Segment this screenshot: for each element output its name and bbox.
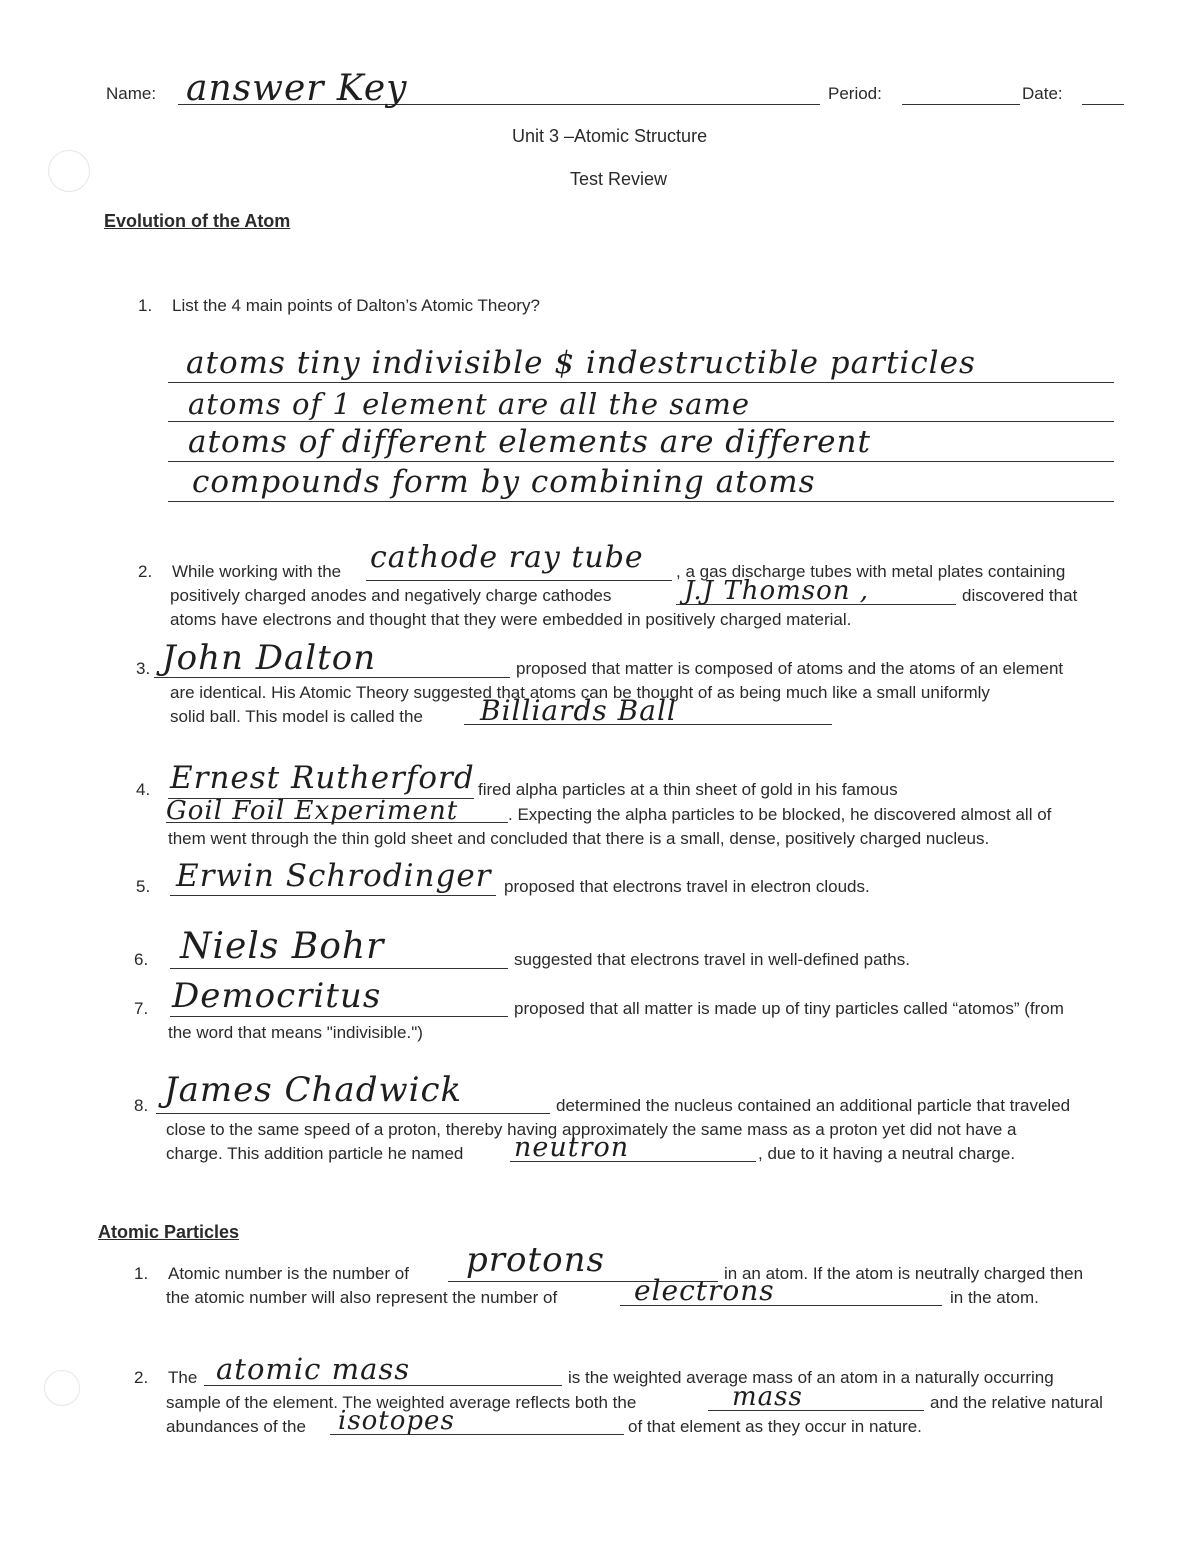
question-number: 8. — [134, 1096, 149, 1115]
question-number: 2. — [138, 562, 153, 581]
answer-handwritten: atomic mass — [216, 1352, 411, 1386]
answer-handwritten: atoms of 1 element are all the same — [188, 387, 751, 421]
question-number: 5. — [136, 877, 151, 896]
date-label: Date: — [1022, 84, 1063, 103]
question-text: The — [168, 1368, 198, 1387]
answer-handwritten: Ernest Rutherford — [170, 760, 475, 796]
question-text: List the 4 main points of Dalton’s Atomic Theory? — [172, 296, 540, 315]
question-text: positively charged anodes and negatively charge cathodes — [170, 586, 612, 605]
answer-handwritten: neutron — [514, 1132, 630, 1163]
question-number: 6. — [134, 950, 149, 969]
question-text: close to the same speed of a proton, thereby having approximately the same mass as a proton yet did not have a — [166, 1120, 1017, 1139]
question-text: sample of the element. The weighted average reflects both the — [166, 1393, 637, 1412]
answer-handwritten: mass — [732, 1382, 803, 1412]
answer-handwritten: Niels Bohr — [180, 926, 385, 967]
answer-handwritten: protons — [466, 1240, 605, 1280]
answer-handwritten: Democritus — [172, 976, 382, 1016]
question-text: . Expecting the alpha particles to be blocked, he discovered almost all of — [508, 805, 1052, 824]
question-text: are identical. His Atomic Theory suggested that atoms can be thought of as being much like a small uniformly — [170, 683, 990, 702]
question-text: in an atom. If the atom is neutrally charged then — [724, 1264, 1084, 1283]
question-text: charge. This addition particle he named — [166, 1144, 464, 1163]
question-text: in the atom. — [950, 1288, 1039, 1307]
name-label: Name: — [106, 84, 157, 103]
question-number: 1. — [134, 1264, 149, 1283]
scan-artifact — [44, 1370, 80, 1406]
question-text: discovered that — [962, 586, 1078, 605]
answer-blank — [170, 968, 508, 969]
question-text: the word that means "indivisible.") — [168, 1023, 423, 1042]
question-number: 1. — [138, 296, 153, 315]
question-number: 4. — [136, 780, 151, 799]
question-text: the atomic number will also represent the number of — [166, 1288, 558, 1307]
answer-handwritten: isotopes — [338, 1406, 455, 1436]
answer-rule — [168, 461, 1114, 462]
question-text: and the relative natural — [930, 1393, 1103, 1412]
question-text: of that element as they occur in nature. — [628, 1417, 922, 1436]
question-number: 3. — [136, 659, 151, 678]
question-text: solid ball. This model is called the — [170, 707, 423, 726]
question-text: proposed that electrons travel in electron clouds. — [504, 877, 870, 896]
question-text: , a gas discharge tubes with metal plates containing — [676, 562, 1066, 581]
question-number: 7. — [134, 999, 149, 1018]
question-text: atoms have electrons and thought that they were embedded in positively charged material. — [170, 610, 852, 629]
question-text: , due to it having a neutral charge. — [758, 1144, 1016, 1163]
answer-handwritten: atoms of different elements are different — [188, 424, 871, 460]
question-text: proposed that all matter is made up of tiny particles called “atomos” (from — [514, 999, 1064, 1018]
name-handwritten: answer Key — [186, 68, 408, 109]
question-text: suggested that electrons travel in well-defined paths. — [514, 950, 910, 969]
question-text: fired alpha particles at a thin sheet of gold in his famous — [478, 780, 898, 799]
date-blank — [1082, 104, 1124, 105]
answer-blank — [170, 1016, 508, 1017]
answer-blank — [170, 895, 496, 896]
answer-handwritten: compounds form by combining atoms — [192, 464, 816, 500]
question-text: Atomic number is the number of — [168, 1264, 409, 1283]
answer-handwritten: electrons — [634, 1274, 775, 1307]
answer-handwritten: cathode ray tube — [370, 540, 644, 575]
question-text: them went through the thin gold sheet and concluded that there is a small, dense, positively charged nucleus. — [168, 829, 990, 848]
answer-handwritten: Billiards Ball — [480, 694, 677, 727]
section-heading-evolution: Evolution of the Atom — [104, 211, 291, 231]
question-text: proposed that matter is composed of atoms and the atoms of an element — [516, 659, 1064, 678]
unit-title: Unit 3 –Atomic Structure — [512, 126, 708, 146]
section-heading-atomic-particles: Atomic Particles — [98, 1222, 240, 1242]
question-text: is the weighted average mass of an atom in a naturally occurring — [568, 1368, 1054, 1387]
answer-blank — [366, 580, 672, 581]
page-subtitle: Test Review — [570, 169, 668, 189]
answer-handwritten: J.J Thomson , — [684, 576, 870, 606]
answer-rule — [168, 382, 1114, 383]
answer-rule — [168, 421, 1114, 422]
answer-handwritten: atoms tiny indivisible $ indestructible particles — [186, 345, 976, 381]
scan-artifact — [48, 150, 90, 192]
answer-rule — [168, 501, 1114, 502]
answer-handwritten: Erwin Schrodinger — [176, 858, 492, 894]
period-label: Period: — [828, 84, 882, 103]
answer-handwritten: John Dalton — [162, 638, 377, 678]
answer-handwritten: Goil Foil Experiment — [166, 796, 459, 826]
question-text: abundances of the — [166, 1417, 306, 1436]
question-number: 2. — [134, 1368, 149, 1387]
question-text: determined the nucleus contained an additional particle that traveled — [556, 1096, 1071, 1115]
period-blank — [902, 104, 1020, 105]
answer-blank — [156, 1113, 550, 1114]
answer-handwritten: James Chadwick — [164, 1070, 463, 1110]
question-text: While working with the — [172, 562, 342, 581]
